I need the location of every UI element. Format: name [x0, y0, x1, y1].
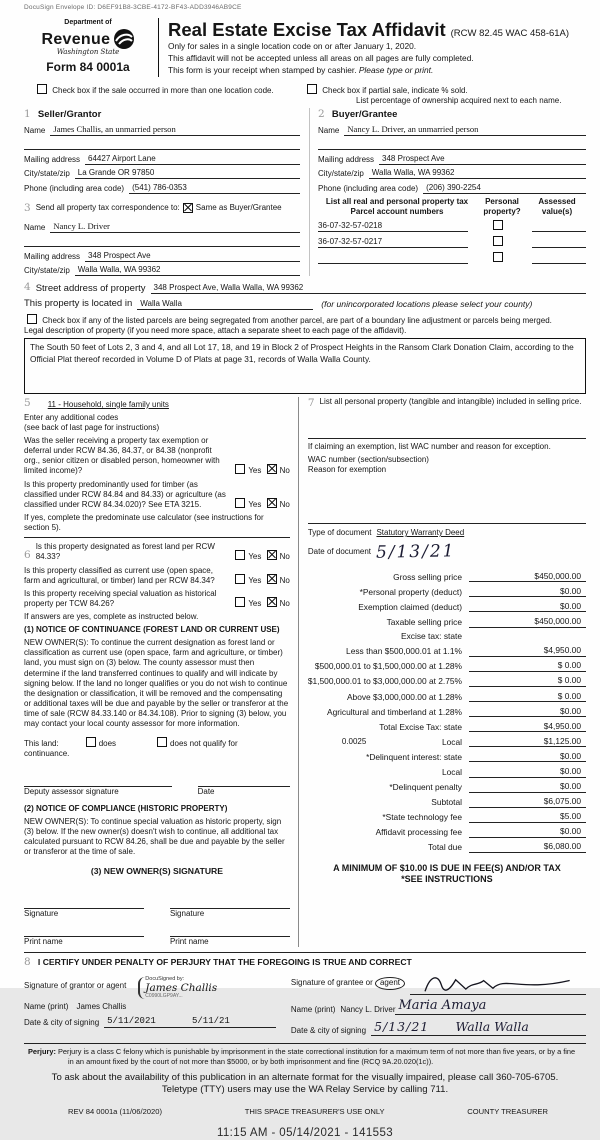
form-subtitle-1: Only for sales in a single location code on or after January 1, 2020. [168, 41, 417, 52]
notice-compliance-title: (2) NOTICE OF COMPLIANCE (HISTORIC PROPERTY) [24, 803, 228, 813]
buyer-phone-label: Phone (including area code) [318, 183, 419, 193]
unincorporated-note: (for unincorporated locations please select your county) [321, 299, 533, 310]
deputy-assessor-signature-line[interactable] [24, 775, 172, 787]
street-address-label: Street address of property [35, 282, 146, 294]
tax-row-total-excise-state: Total Excise Tax: state $4,950.00 [308, 721, 586, 733]
grantee-signature-area[interactable] [410, 973, 586, 995]
legal-description-box[interactable]: The South 50 feet of Lots 2, 3 and 4, and all Lot 17, 18, and 19 in Block 2 of Prospect Heights in the Ransom Clark Donation Claim, according to the Official Plat thereof recorded in Volume D of Plats at page 31, records of Walla Walla County. [24, 338, 586, 394]
correspondence-name-extra-line[interactable] [24, 236, 300, 247]
seller-phone-label: Phone (including area code) [24, 183, 125, 193]
grantee-printname-label: Name (print) [290, 1005, 336, 1015]
seller-phone-value[interactable]: (541) 786-0353 [129, 183, 300, 194]
form-subtitle-2: This affidavit will not be accepted unless all areas on all pages are fully completed. [168, 53, 474, 64]
grantor-signature-area[interactable] [131, 973, 276, 999]
new-owner-printname-line-1[interactable] [24, 925, 144, 937]
correspondence-name-label: Name [24, 222, 46, 232]
tax-row-tier4: Above $3,000,000.00 at 1.28% $ 0.00 [308, 691, 586, 703]
new-owner-printname-line-2[interactable] [170, 925, 290, 937]
revenue-wordmark: Revenue [41, 30, 111, 48]
notice-continuance-body: NEW OWNER(S): To continue the current designation as forest land or classification as current use (open space, farm and agriculture, or timber) land, you must sign on (3) below. The county assessor must then determine if the land transferred continues to qualify and will indicate by signing below. If the land no longer qualifies or you do not wish to continue the designation or classification, it will be removed and the compensating or additional taxes will be due and payable by the seller or transferor at the time of sale (RCW 84.33.140 or 84.34.108). Prior to signing (3) below, you may contact your local county assessor for more information. [24, 638, 289, 728]
personal-property-checkbox-2[interactable] [493, 236, 503, 246]
seller-mailing-label: Mailing address [24, 154, 81, 164]
section-1-number: 1 [24, 107, 31, 120]
street-address-value[interactable]: 348 Prospect Ave, Walla Walla, WA 99362 [151, 283, 586, 294]
local-tax-value[interactable]: $1,125.00 [469, 736, 586, 748]
located-in-label: This property is located in [24, 297, 133, 309]
use-classification-column [24, 397, 298, 947]
gross-selling-price-value[interactable]: $450,000.00 [469, 571, 586, 583]
see-instructions-note: *SEE INSTRUCTIONS [401, 874, 493, 885]
forest-no-checkbox[interactable] [267, 550, 277, 560]
buyer-grantee-section [309, 108, 586, 277]
buyer-grantee-heading: Buyer/Grantee [331, 108, 398, 120]
form-title: Real Estate Excise Tax Affidavit (RCW 82.45 WAC 458-61A) [168, 19, 570, 41]
section-3-number: 3 [24, 201, 31, 214]
subtotal-value[interactable]: $6,075.00 [469, 796, 586, 808]
current-use-yes-checkbox[interactable] [235, 574, 245, 584]
type-of-document-value[interactable]: Statutory Warranty Deed [376, 528, 465, 538]
minimum-due-note: A MINIMUM OF $10.00 IS DUE IN FEE(S) AND/OR TAX [333, 862, 561, 873]
seller-city-label: City/state/zip [24, 169, 70, 179]
partial-sale-check-row [304, 84, 586, 106]
alternate-format-note: To ask about the availability of this publication in an alternate format for the visually impaired, please call 360-705-6705. [51, 1071, 559, 1083]
washington-state-label: Washington State [56, 47, 120, 56]
buyer-name-value[interactable]: Nancy L. Driver, an unmarried person [344, 124, 586, 136]
new-owners-signature-title: (3) NEW OWNER(S) SIGNATURE [90, 866, 223, 877]
tax-row-total-due: Total due $6,080.00 [308, 841, 586, 853]
grantor-printname-value[interactable]: James Challis [76, 1002, 127, 1012]
certify-statement: I CERTIFY UNDER PENALTY OF PERJURY THAT THE FOREGOING IS TRUE AND CORRECT [37, 957, 412, 968]
same-as-buyer-checkbox[interactable] [183, 203, 193, 213]
tax-row-tier3: $1,500,000.01 to $3,000,000.00 at 2.75% $ 0.00 [308, 675, 586, 687]
deputy-date-line[interactable] [198, 775, 290, 787]
tax-correspondence-row [24, 202, 300, 215]
grantee-signature-scrawl [413, 973, 583, 995]
grantor-signature-label: Signature of grantor or agent [24, 980, 127, 990]
tax-row-local: 0.0025 Local $1,125.00 [308, 736, 586, 748]
seller-grantor-section [24, 108, 309, 277]
grantee-printname-handwritten[interactable]: Maria Amaya [395, 998, 586, 1015]
exemption-divider [308, 438, 586, 439]
tax-row-delinquent-interest-state: *Delinquent interest: state $0.00 [308, 751, 586, 763]
correspondence-city-value[interactable]: Walla Walla, WA 99362 [75, 265, 300, 276]
print-name-label-2: Print name [169, 937, 209, 947]
assessed-value-3[interactable] [532, 253, 586, 264]
parcel-row [318, 252, 586, 264]
parcel-header-col1: List all real and personal property tax [325, 196, 469, 206]
exemption-no-checkbox[interactable] [267, 464, 277, 474]
parcel-number-1[interactable]: 36-07-32-57-0218 [318, 221, 468, 232]
form-number: Form 84 0001a [46, 59, 130, 74]
buyer-mailing-value[interactable]: 348 Prospect Ave [379, 154, 586, 165]
located-in-value[interactable]: Walla Walla [137, 299, 313, 310]
partial-sale-label: Check box if partial sale, indicate % sold. [322, 85, 468, 95]
tax-row-personal-property-deduct: *Personal property (deduct) $0.00 [308, 586, 586, 598]
legal-description-label: Legal description of property (if you need more space, attach a separate sheet to each page of the affidavit). [24, 325, 407, 335]
this-land-row: This land: does does not qualify for [24, 738, 238, 748]
tax-row-state-technology-fee: *State technology fee $5.00 [308, 811, 586, 823]
tax-correspondence-label: Send all property tax correspondence to: [35, 203, 180, 213]
docusign-envelope-id: DocuSign Envelope ID: D6EF91B8-3CBE-4172-BF43-ADD3946AB9CE [24, 4, 242, 11]
land-does-not-checkbox[interactable] [157, 737, 167, 747]
if-yes-note: If answers are yes, complete as instructed below. [24, 612, 199, 622]
form-header [24, 16, 586, 76]
new-owner-signature-line-2[interactable] [170, 897, 290, 909]
forest-yes-checkbox[interactable] [235, 550, 245, 560]
certification-section [24, 952, 586, 1036]
grantor-datecity-value[interactable] [104, 1016, 276, 1028]
county-treasurer-label: COUNTY TREASURER [467, 1106, 548, 1116]
land-use-code-value[interactable]: 11 - Household, single family units [47, 399, 169, 409]
forest-land-question: 6 Is this property designated as forest land per RCW 84.33? Yes No [24, 542, 290, 562]
buyer-name-label: Name [318, 125, 340, 135]
parcel-number-3[interactable] [318, 253, 468, 264]
assessed-value-2[interactable] [532, 237, 586, 248]
document-divider [308, 523, 586, 524]
header-divider [158, 18, 159, 76]
notice-compliance-body: NEW OWNER(S): To continue special valuation as historic property, sign (3) below. If the new owner(s) doesn't wish to continue, all additional tax calculated pursuant to RCW 84.26, shall be due and payable by the seller or transferor at the time of sale. [24, 817, 285, 857]
multiple-location-label: Check box if the sale occurred in more than one location code. [52, 85, 274, 95]
print-name-label-1: Print name [24, 937, 63, 947]
recording-timestamp: 11:15 AM - 05/14/2021 - 141553 [216, 1127, 394, 1140]
timber-yes-checkbox[interactable] [235, 498, 245, 508]
tax-row-affidavit-processing-fee: Affidavit processing fee $0.00 [308, 826, 586, 838]
parcel-row [318, 220, 586, 232]
exemption-deferral-question: Was the seller receiving a property tax exemption or deferral under RCW 84.36, 84.37, or 84.38 (nonprofit org., senior citizen or disabled person, homeowner with limited income)? Yes No [24, 436, 290, 476]
signature-label-1: Signature [24, 909, 59, 919]
grantee-sign-date: 5/13/21 [374, 1018, 430, 1034]
grantor-printname-label: Name (print) [24, 1002, 69, 1012]
section-divider [24, 537, 290, 538]
local-rate-value: 0.0025 [341, 737, 367, 747]
parcel-table-header: List all real and personal property tax Parcel account numbers Personal property? Assessed value(s) [325, 196, 576, 216]
parcel-number-2[interactable]: 36-07-32-57-0217 [318, 237, 468, 248]
multiple-location-check-row [34, 84, 304, 106]
seller-grantor-heading: Seller/Grantor [37, 108, 102, 120]
personal-property-checkbox-1[interactable] [493, 220, 503, 230]
current-use-no-checkbox[interactable] [267, 574, 277, 584]
historic-no-checkbox[interactable] [267, 597, 277, 607]
section-8-number: 8 [24, 956, 31, 969]
tier2-tax-value[interactable]: $ 0.00 [469, 660, 586, 672]
historic-yes-checkbox[interactable] [235, 597, 245, 607]
section-7-number: 7 [307, 396, 315, 409]
tax-row-taxable-selling-price: Taxable selling price $450,000.00 [308, 616, 586, 628]
assessed-value-1[interactable] [532, 221, 586, 232]
tty-note: Teletype (TTY) users may use the WA Relay Service by calling 711. [161, 1083, 449, 1095]
agent-circled-word: agent [375, 977, 405, 990]
docusigned-by-label: DocuSigned by: [145, 975, 185, 982]
buyer-city-value[interactable]: Walla Walla, WA 99362 [369, 168, 586, 179]
delinquent-interest-local-value[interactable]: $0.00 [469, 766, 586, 778]
buyer-name-extra-line[interactable] [318, 139, 586, 150]
notice-continuance-title: (1) NOTICE OF CONTINUANCE (FOREST LAND OR CURRENT USE) [24, 625, 280, 635]
dept-of-label: Department of [64, 19, 112, 27]
docusign-stamp [138, 977, 217, 999]
affidavit-processing-fee-value[interactable]: $0.00 [469, 826, 586, 838]
personal-property-deduct-value[interactable]: $0.00 [469, 586, 586, 598]
tax-row-tier1: Less than $500,000.01 at 1.1% $4,950.00 [308, 645, 586, 657]
reason-exemption-label: Reason for exemption [307, 465, 387, 475]
tier1-tax-value[interactable]: $4,950.00 [469, 645, 586, 657]
partial-sale-checkbox[interactable] [307, 84, 317, 94]
timber-agriculture-question: Is this property predominantly used for timber (as classified under RCW 84.84 and 84.33) or agriculture (as classified under RCW 84.34.020)? See ETA 3215. Yes No [24, 479, 290, 509]
dor-swirl-logo-icon [113, 28, 135, 50]
segregated-parcels-checkbox[interactable] [27, 314, 37, 324]
grantor-docusign-signature: James Challis [145, 981, 218, 994]
seller-name-extra-line[interactable] [24, 139, 300, 150]
form-subtitle-3: This form is your receipt when stamped by cashier. Please type or print. [168, 64, 434, 75]
date-of-document-value[interactable]: 5/13/21 [375, 540, 456, 563]
exemption-yes-checkbox[interactable] [235, 464, 245, 474]
total-excise-state-value[interactable]: $4,950.00 [469, 721, 586, 733]
parcel-header-col2: Personal [485, 196, 519, 206]
deputy-date-label: Date [197, 786, 215, 796]
seller-name-value[interactable]: James Challis, an unmarried person [50, 124, 300, 136]
rev-number: REV 84 0001a (11/06/2020) [68, 1106, 163, 1116]
continuance-word: continuance. [24, 748, 70, 758]
tax-row-excise-tax-state: Excise tax: state [308, 631, 586, 642]
buyer-city-label: City/state/zip [318, 169, 364, 179]
grantee-signature-label: Signature of grantee or agent [291, 977, 410, 990]
seller-mailing-value[interactable]: 64427 Airport Lane [85, 154, 300, 165]
deputy-assessor-label: Deputy assessor signature [24, 786, 119, 796]
tax-row-exemption-claimed: Exemption claimed (deduct) $0.00 [308, 601, 586, 613]
ownership-percentage-note: List percentage of ownership acquired next to each name. [356, 95, 562, 105]
type-of-document-label: Type of document [307, 528, 372, 538]
agricultural-tax-value[interactable]: $0.00 [469, 706, 586, 718]
personal-property-checkbox-3[interactable] [493, 252, 503, 262]
buyer-phone-value[interactable]: (206) 390-2254 [423, 183, 586, 194]
tax-row-delinquent-interest-local: Local $0.00 [308, 766, 586, 778]
tax-computation-column [298, 397, 586, 947]
correspondence-mailing-value[interactable]: 348 Prospect Ave [85, 251, 300, 262]
tax-row-tier2: $500,000.01 to $1,500,000.00 at 1.28% $ 0.00 [308, 660, 586, 672]
property-location-section [24, 281, 586, 394]
tax-row-gross-selling-price: Gross selling price $450,000.00 [308, 571, 586, 583]
same-as-buyer-label: Same as Buyer/Grantee [195, 203, 282, 213]
grantor-sign-date: 5/11/2021 [107, 1015, 156, 1026]
exemption-claim-note: If claiming an exemption, list WAC number and reason for exception. [307, 441, 551, 451]
dor-logo-block [24, 16, 152, 76]
multiple-location-checkbox[interactable] [37, 84, 47, 94]
predominate-use-note: If yes, complete the predominate use calculator (see instructions for section 5). [24, 512, 264, 533]
timber-no-checkbox[interactable] [267, 498, 277, 508]
exemption-claimed-value[interactable]: $0.00 [469, 601, 586, 613]
correspondence-mailing-label: Mailing address [24, 251, 81, 261]
section-5-number: 5 [24, 396, 31, 409]
seller-city-value[interactable]: La Grande OR 97850 [75, 168, 300, 179]
additional-codes-label: Enter any additional codes [24, 412, 119, 422]
date-of-document-label: Date of document [307, 547, 372, 557]
wac-number-label: WAC number (section/subsection) [307, 454, 429, 464]
personal-property-intro: List all personal property (tangible and intangible) included in selling price. [319, 396, 582, 406]
correspondence-name-value[interactable]: Nancy L. Driver [50, 221, 300, 233]
section-6-number: 6 [24, 549, 31, 561]
section-2-number: 2 [318, 107, 325, 120]
parcel-row [318, 236, 586, 248]
tier4-tax-value[interactable]: $ 0.00 [469, 691, 586, 703]
tax-row-subtotal: Subtotal $6,075.00 [308, 796, 586, 808]
section-4-number: 4 [24, 281, 31, 294]
delinquent-penalty-value[interactable]: $0.00 [469, 781, 586, 793]
rcw-reference: (RCW 82.45 WAC 458-61A) [450, 28, 570, 40]
grantee-sign-city: Walla Walla [455, 1018, 529, 1034]
taxable-selling-price-value[interactable]: $450,000.00 [469, 616, 586, 628]
docusign-stamp-id: C0990LGP9AY... [145, 992, 183, 999]
excise-tax-state-spacer [469, 632, 586, 642]
codes-instructions-note: (see back of last page for instructions) [24, 422, 160, 432]
buyer-mailing-label: Mailing address [318, 154, 375, 164]
grantee-printname-typed: Nancy L. Driver [340, 1005, 396, 1015]
perjury-notice: Perjury: Perjury is a class C felony which is punishable by imprisonment in the state correctional institution for a maximum term of not more than five years, or by a fine in an amount fixed by the court of not more than $5000, or by both imprisonment and fine (RCQ 9A.20.020(1c)). [24, 1043, 586, 1067]
grantee-datecity-label: Date & city of signing [290, 1025, 367, 1035]
state-technology-fee-value[interactable]: $5.00 [469, 811, 586, 823]
grantor-sign-date-2: 5/11/21 [192, 1015, 230, 1026]
current-use-question: Is this property classified as current use (open space, farm and agricultural, or timber) land per RCW 84.34? Yes No [24, 565, 290, 585]
signature-label-2: Signature [169, 909, 205, 919]
treasurer-space-label: THIS SPACE TREASURER'S USE ONLY [244, 1106, 385, 1116]
segregated-parcels-label: Check box if any of the listed parcels are being segregated from another parcel, are part of a boundary line adjustment or parcels being merged. [42, 315, 552, 325]
form-footer [24, 1107, 586, 1116]
new-owner-signature-line-1[interactable] [24, 897, 144, 909]
land-does-checkbox[interactable] [86, 737, 96, 747]
parcel-header-col3: Assessed [538, 196, 576, 206]
tax-row-delinquent-penalty: *Delinquent penalty $0.00 [308, 781, 586, 793]
tax-row-agricultural: Agricultural and timberland at 1.28% $0.00 [308, 706, 586, 718]
total-due-value[interactable]: $6,080.00 [469, 841, 586, 853]
seller-name-label: Name [24, 125, 46, 135]
delinquent-interest-state-value[interactable]: $0.00 [469, 751, 586, 763]
historic-property-question: Is this property receiving special valuation as historical property per TCW 84.26? Yes No [24, 589, 290, 609]
tier3-tax-value[interactable]: $ 0.00 [469, 675, 586, 687]
correspondence-city-label: City/state/zip [24, 266, 70, 276]
grantor-datecity-label: Date & city of signing [24, 1018, 100, 1028]
grantee-datecity-value[interactable] [371, 1019, 586, 1036]
